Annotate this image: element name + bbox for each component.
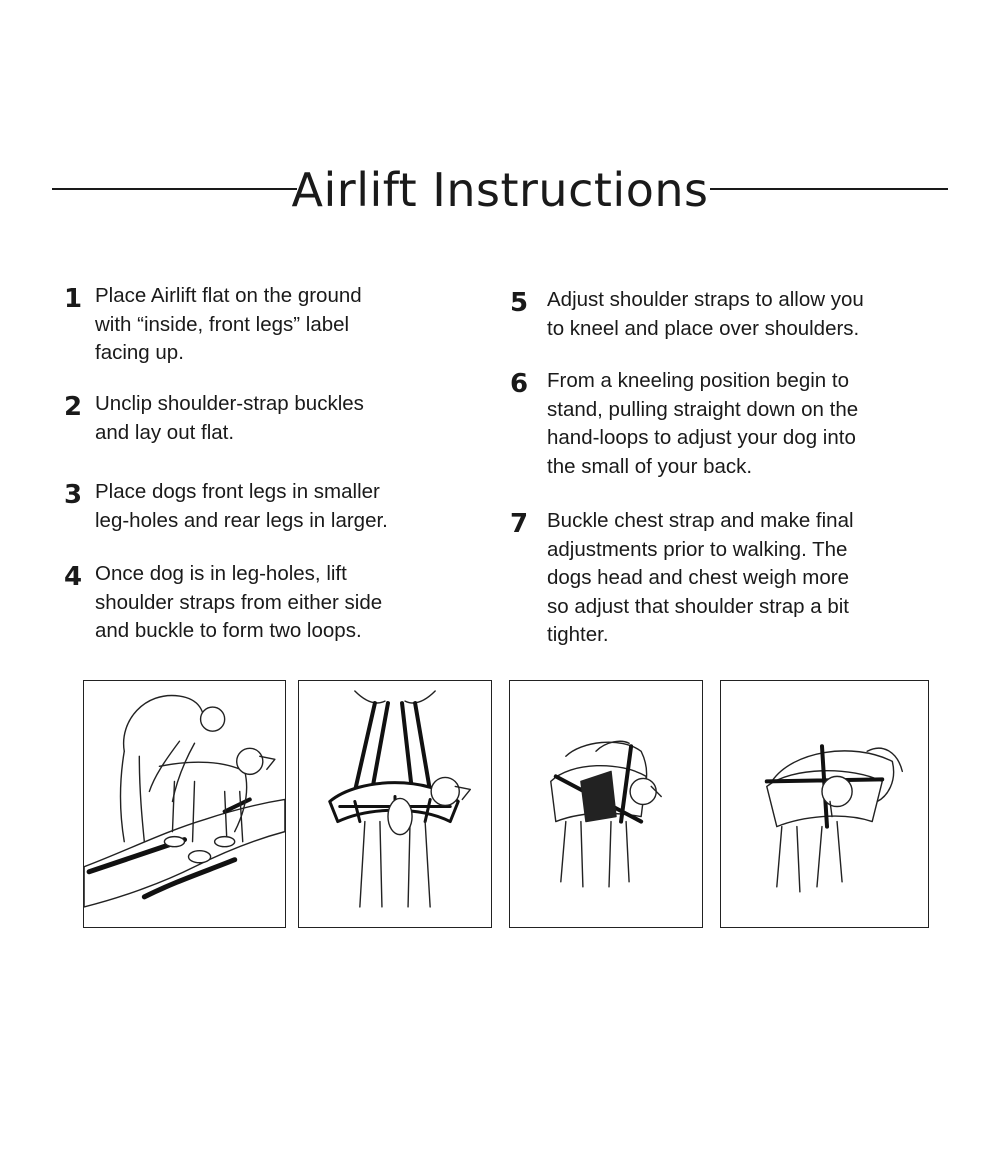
illustration-panel-1 bbox=[83, 680, 286, 928]
step-text: Once dog is in leg-holes, lift shoulder straps from either side and buckle to form two loops. bbox=[95, 562, 383, 642]
step-number: 3 bbox=[64, 480, 83, 510]
title-row bbox=[52, 160, 948, 220]
steps-column-left bbox=[64, 282, 444, 646]
step-6 bbox=[510, 367, 890, 507]
illustration-panel-4 bbox=[720, 680, 929, 928]
person-placing-dog-on-harness-illustration bbox=[84, 681, 285, 927]
step-text: Adjust shoulder straps to allow you to kneel and place over shoulders. bbox=[547, 288, 864, 340]
illustration-panel-3 bbox=[509, 680, 703, 928]
step-number: 4 bbox=[64, 562, 83, 592]
illustration-panel-2 bbox=[298, 680, 492, 928]
steps-column-right bbox=[510, 286, 890, 650]
page-title: Airlift Instructions bbox=[291, 163, 709, 217]
harness-lifted-on-dog-illustration bbox=[299, 681, 491, 927]
step-2 bbox=[64, 390, 444, 478]
step-text: Unclip shoulder-strap buckles and lay out flat. bbox=[95, 392, 364, 444]
step-7 bbox=[510, 507, 890, 650]
step-3 bbox=[64, 478, 444, 560]
step-5 bbox=[510, 286, 890, 367]
title-rule-right bbox=[710, 188, 948, 190]
step-number: 5 bbox=[510, 288, 529, 318]
step-text: Buckle chest strap and make final adjustments prior to walking. The dogs head and chest weigh more so adjust that shoulder strap a bit tighter. bbox=[547, 509, 854, 646]
step-number: 2 bbox=[64, 392, 83, 422]
person-kneeling-with-dog-illustration bbox=[510, 681, 702, 927]
dog-carried-on-back-illustration bbox=[721, 681, 928, 927]
step-text: From a kneeling position begin to stand, pulling straight down on the hand-loops to adjust your dog into the small of your back. bbox=[547, 369, 859, 478]
step-1 bbox=[64, 282, 444, 390]
step-text: Place dogs front legs in smaller leg-holes and rear legs in larger. bbox=[95, 480, 388, 532]
step-text: Place Airlift flat on the ground with “inside, front legs” label facing up. bbox=[95, 284, 362, 364]
step-number: 6 bbox=[510, 369, 529, 399]
step-number: 7 bbox=[510, 509, 529, 539]
step-4 bbox=[64, 560, 444, 646]
step-number: 1 bbox=[64, 284, 83, 314]
